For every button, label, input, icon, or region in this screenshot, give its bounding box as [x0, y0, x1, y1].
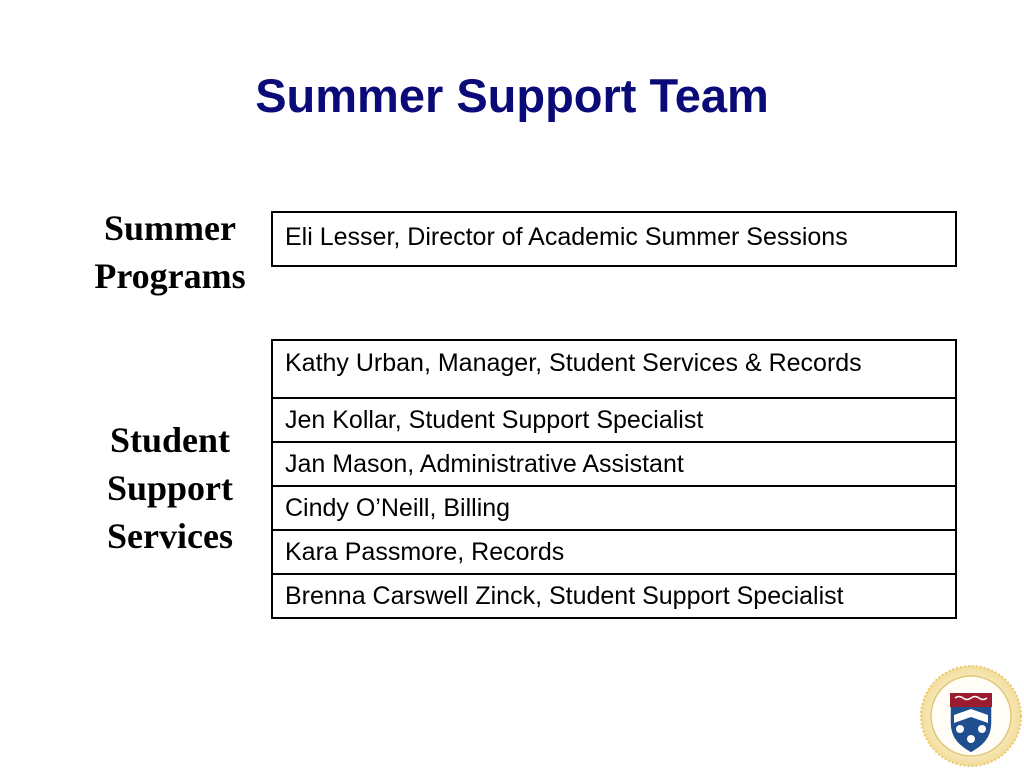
- table-row: Eli Lesser, Director of Academic Summer Sessions: [285, 223, 848, 251]
- slide-title: Summer Support Team: [255, 69, 769, 122]
- student-support-services-label: [78, 416, 262, 560]
- university-seal-icon: [920, 665, 1022, 767]
- summer-programs-label-text: Summer Programs: [94, 208, 246, 296]
- table-row: Cindy O’Neill, Billing: [273, 485, 955, 529]
- table-row: Kara Passmore, Records: [273, 529, 955, 573]
- table-row: Brenna Carswell Zinck, Student Support Specialist: [273, 573, 955, 617]
- table-row: Jen Kollar, Student Support Specialist: [273, 397, 955, 441]
- table-row: Kathy Urban, Manager, Student Services & Records: [285, 349, 862, 377]
- student-support-services-table: [271, 339, 957, 619]
- summer-programs-table: [271, 211, 957, 267]
- table-row: Jan Mason, Administrative Assistant: [273, 441, 955, 485]
- student-support-services-label-text: Student Support Services: [106, 420, 234, 556]
- summer-programs-label: [78, 204, 262, 300]
